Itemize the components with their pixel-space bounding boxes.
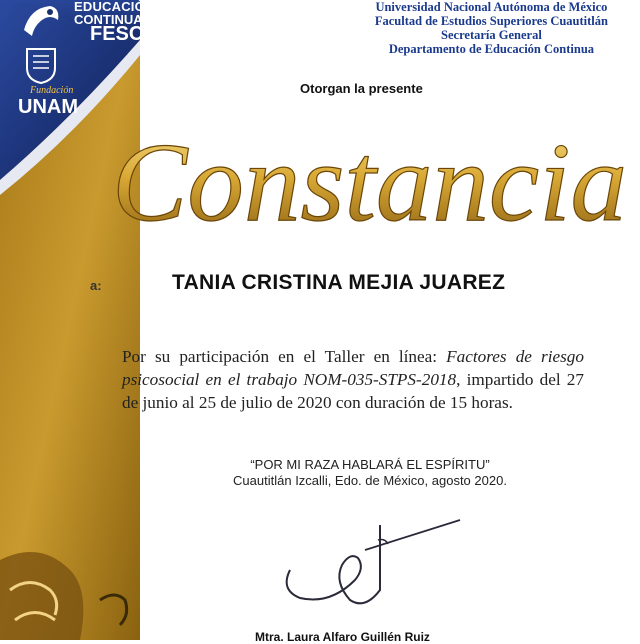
otorgan-text: Otorgan la presente — [300, 81, 423, 96]
logo-text-educacion: EDUCACIÓN — [74, 0, 155, 14]
header-secretaria: Secretaría General — [441, 28, 542, 42]
closing-block — [200, 457, 540, 489]
logo-text-fesc: FESC — [90, 23, 144, 45]
place-date-text: Cuautitlán Izcalli, Edo. de México, agosto 2020. — [233, 473, 507, 488]
recipient-prefix: a: — [90, 278, 102, 293]
body-intro: Por su participación en el Taller en línea: — [122, 347, 447, 366]
header-department: Departamento de Educación Continua — [388, 42, 595, 56]
course-title: Factores de riesgo psicosocial en el trabajo NOM-035-STPS-2018 — [122, 347, 584, 389]
certificate-title — [108, 112, 633, 237]
header-faculty: Facultad de Estudios Superiores Cuautitlán — [374, 14, 608, 28]
unam-text: UNAM — [18, 96, 78, 118]
motto-text: “POR MI RAZA HABLARÁ EL ESPÍRITU” — [250, 457, 490, 472]
header-university: Universidad Nacional Autónoma de México — [375, 0, 608, 14]
recipient-name: TANIA CRISTINA MEJIA JUAREZ — [172, 271, 506, 294]
participation-paragraph — [122, 345, 584, 414]
education-continua-emblem-icon — [20, 0, 64, 42]
institution-header — [375, 0, 608, 56]
title-text: Constancia — [112, 121, 627, 237]
body-details: , impartido del 27 de junio al 25 de julio de 2020 con duración de 15 horas. — [122, 370, 584, 412]
logo-text-continua: CONTINUA — [74, 12, 143, 27]
handwritten-signature — [270, 510, 470, 620]
fesc-logo — [8, 0, 155, 118]
signatory-name: Mtra. Laura Alfaro Guillén Ruiz — [255, 630, 430, 644]
unam-shield-icon — [24, 46, 58, 84]
fundacion-text: Fundación — [30, 85, 74, 96]
